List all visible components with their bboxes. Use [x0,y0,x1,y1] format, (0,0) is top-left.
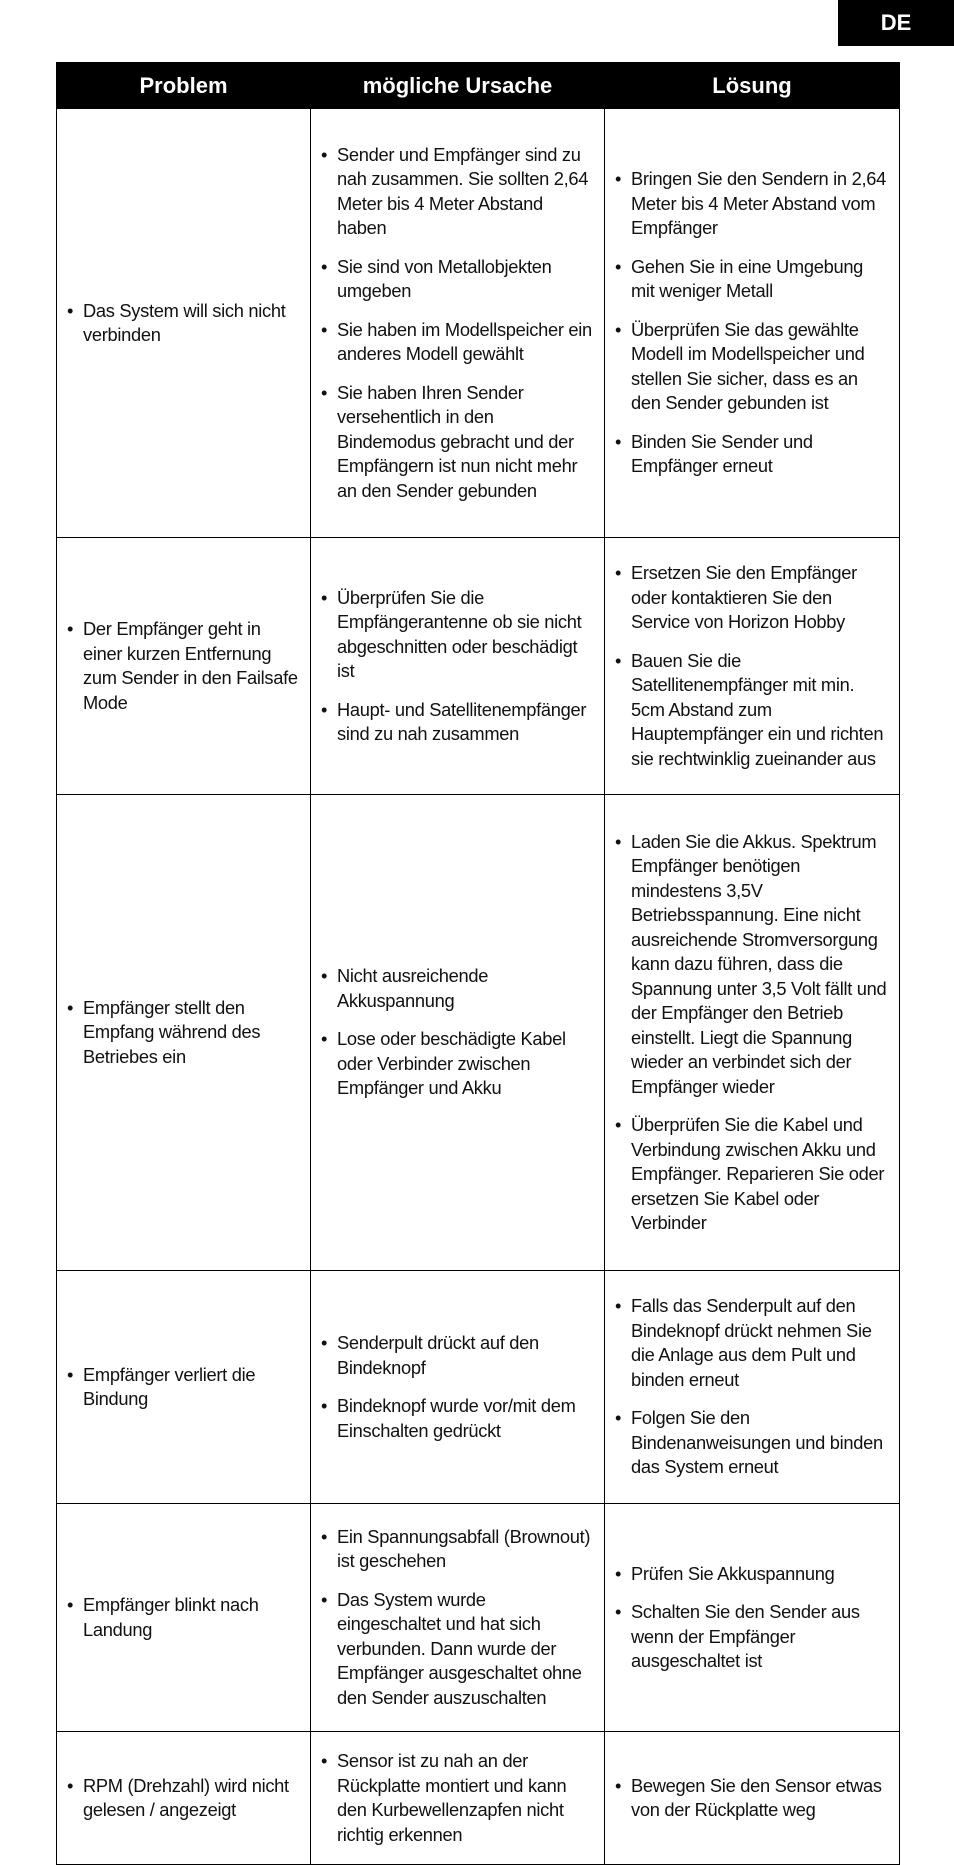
table-row [57,1732,900,1865]
problem-list [67,299,300,348]
table-row [57,1271,900,1504]
solution-item: • Binden Sie Sender und Empfänger erneut [615,430,889,479]
cause-item: • Sie haben Ihren Sender versehentlich in den Bindemodus gebracht und der Empfängern ist nun nicht mehr an den Sender gebunden [321,381,594,504]
problem-cell [57,1732,311,1865]
solution-list [615,1294,889,1480]
cause-item: • Nicht ausreichende Akkuspannung [321,964,594,1013]
cause-item: • Sie haben im Modellspeicher ein anderes Modell gewählt [321,318,594,367]
problem-cell [57,1271,311,1504]
solution-item: • Überprüfen Sie das gewählte Modell im Modellspeicher und stellen Sie sicher, dass es an den Sender gebunden ist [615,318,889,416]
solution-cell [605,538,900,795]
table-row [57,538,900,795]
cause-list [321,1331,594,1443]
cause-item: • Haupt- und Satellitenempfänger sind zu nah zusammen [321,698,594,747]
solution-cell [605,1271,900,1504]
header-solution: Lösung [605,63,900,109]
cause-list [321,143,594,504]
solution-item: • Prüfen Sie Akkuspannung [615,1562,889,1587]
cause-cell [311,1504,605,1732]
solution-cell [605,1732,900,1865]
solution-item: • Bewegen Sie den Sensor etwas von der Rückplatte weg [615,1774,889,1823]
table-row [57,109,900,538]
solution-cell [605,109,900,538]
problem-list [67,617,300,715]
header-cause: mögliche Ursache [311,63,605,109]
solution-item: • Überprüfen Sie die Kabel und Verbindung zwischen Akku und Empfänger. Reparieren Sie oder ersetzen Sie Kabel oder Verbinder [615,1113,889,1236]
solution-item: • Ersetzen Sie den Empfänger oder kontaktieren Sie den Service von Horizon Hobby [615,561,889,635]
cause-list [321,1525,594,1711]
solution-item: • Schalten Sie den Sender aus wenn der Empfänger ausgeschaltet ist [615,1600,889,1674]
problem-list [67,1363,300,1412]
table-header-row [57,63,900,109]
problem-item: • Der Empfänger geht in einer kurzen Entfernung zum Sender in den Failsafe Mode [67,617,300,715]
solution-cell [605,1504,900,1732]
cause-item: • Bindeknopf wurde vor/mit dem Einschalten gedrückt [321,1394,594,1443]
problem-list [67,1774,300,1823]
cause-cell [311,1271,605,1504]
problem-item: • Empfänger stellt den Empfang während des Betriebes ein [67,996,300,1070]
cause-cell [311,109,605,538]
solution-list [615,1774,889,1823]
solution-item: • Laden Sie die Akkus. Spektrum Empfänger benötigen mindestens 3,5V Betriebsspannung. Eine nicht ausreichende Stromversorgung kann dazu führen, dass die Spannung unter 3,5 Volt fällt und der Empfänger den Betrieb einstellt. Liegt die Spannung wieder an verbindet sich der Empfänger wieder [615,830,889,1100]
cause-item: • Das System wurde eingeschaltet und hat sich verbunden. Dann wurde der Empfänger ausgeschaltet ohne den Sender auszuschalten [321,1588,594,1711]
troubleshooting-table [56,62,900,1865]
cause-item: • Ein Spannungsabfall (Brownout) ist geschehen [321,1525,594,1574]
problem-cell [57,109,311,538]
solution-item: • Folgen Sie den Bindenanweisungen und binden das System erneut [615,1406,889,1480]
problem-cell [57,795,311,1271]
cause-item: • Überprüfen Sie die Empfängerantenne ob sie nicht abgeschnitten oder beschädigt ist [321,586,594,684]
solution-item: • Bringen Sie den Sendern in 2,64 Meter bis 4 Meter Abstand vom Empfänger [615,167,889,241]
problem-item: • Das System will sich nicht verbinden [67,299,300,348]
solution-item: • Bauen Sie die Satellitenempfänger mit min. 5cm Abstand zum Hauptempfänger ein und richten sie rechtwinklig zueinander aus [615,649,889,772]
table-row [57,795,900,1271]
problem-cell [57,1504,311,1732]
solution-list [615,1562,889,1674]
language-tab: DE [838,0,954,46]
cause-list [321,586,594,747]
cause-item: • Sender und Empfänger sind zu nah zusammen. Sie sollten 2,64 Meter bis 4 Meter Abstand haben [321,143,594,241]
problem-item: • RPM (Drehzahl) wird nicht gelesen / angezeigt [67,1774,300,1823]
cause-item: • Lose oder beschädigte Kabel oder Verbinder zwischen Empfänger und Akku [321,1027,594,1101]
header-problem: Problem [57,63,311,109]
cause-item: • Sensor ist zu nah an der Rückplatte montiert und kann den Kurbewellenzapfen nicht richtig erkennen [321,1749,594,1847]
solution-item: • Gehen Sie in eine Umgebung mit weniger Metall [615,255,889,304]
table-row [57,1504,900,1732]
cause-cell [311,795,605,1271]
problem-list [67,1593,300,1642]
problem-cell [57,538,311,795]
problem-item: • Empfänger blinkt nach Landung [67,1593,300,1642]
cause-list [321,1749,594,1847]
cause-list [321,964,594,1101]
solution-list [615,167,889,479]
problem-item: • Empfänger verliert die Bindung [67,1363,300,1412]
cause-item: • Senderpult drückt auf den Bindeknopf [321,1331,594,1380]
problem-list [67,996,300,1070]
solution-list [615,561,889,771]
solution-cell [605,795,900,1271]
solution-list [615,830,889,1236]
cause-cell [311,1732,605,1865]
solution-item: • Falls das Senderpult auf den Bindeknopf drückt nehmen Sie die Anlage aus dem Pult und binden erneut [615,1294,889,1392]
cause-cell [311,538,605,795]
cause-item: • Sie sind von Metallobjekten umgeben [321,255,594,304]
